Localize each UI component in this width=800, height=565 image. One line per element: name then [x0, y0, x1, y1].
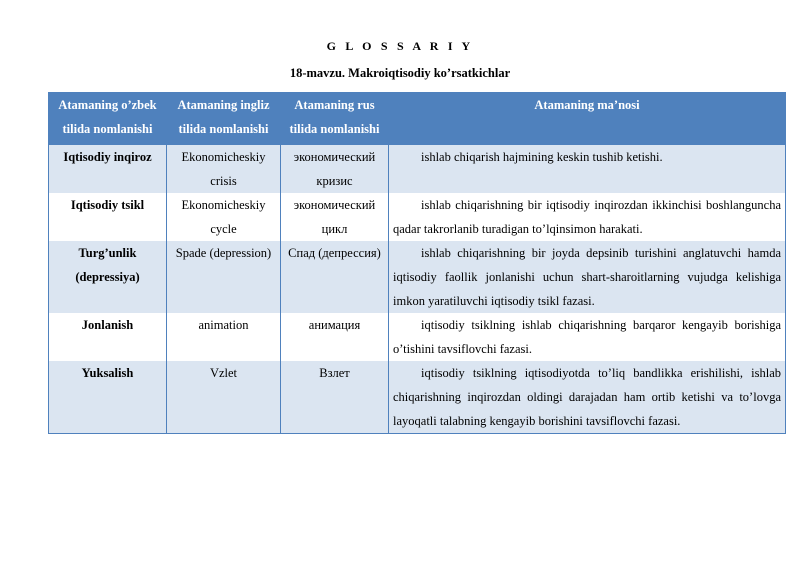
term-russian: экономический цикл: [281, 193, 389, 241]
table-row: [49, 241, 786, 313]
term-meaning: ishlab chiqarishning bir joyda depsinib turishini anglatuvchi hamda iqtisodiy faollik jonlanishi uchun shart-sharoitlarning vujudga kelishiga imkon yaratiluvchi iqtisodiy tsikl fazasi.: [389, 241, 786, 313]
term-russian: экономический кризис: [281, 145, 389, 194]
term-meaning: iqtisodiy tsiklning iqtisodiyotda to’liq bandlikka erishilishi, ishlab chiqarishning inqirozdan oldingi darajadan ham ortib ketishi va to’lovga layoqatli talabning kengayib borishini tavsiflovchi fazasi.: [389, 361, 786, 434]
table-row: [49, 145, 786, 194]
term-russian: Взлет: [281, 361, 389, 434]
header-english: Atamaning ingliz tilida nomlanishi: [167, 93, 281, 145]
term-russian: анимация: [281, 313, 389, 361]
term-english: Ekonomicheskiy cycle: [167, 193, 281, 241]
table-row: [49, 361, 786, 434]
table-row: [49, 313, 786, 361]
table-row: [49, 193, 786, 241]
document-subtitle: 18-mavzu. Makroiqtisodiy ko’rsatkichlar: [289, 66, 511, 80]
term-uzbek: Yuksalish: [49, 361, 167, 434]
term-meaning: ishlab chiqarish hajmining keskin tushib ketishi.: [389, 145, 786, 194]
term-meaning: ishlab chiqarishning bir iqtisodiy inqirozdan ikkinchisi boshlanguncha qadar takrorlanib turadigan to’lqinsimon harakati.: [389, 193, 786, 241]
header-meaning: Atamaning ma’nosi: [389, 93, 786, 145]
term-english: Spade (depression): [167, 241, 281, 313]
term-uzbek: Iqtisodiy tsikl: [49, 193, 167, 241]
term-uzbek: Iqtisodiy inqiroz: [49, 145, 167, 194]
term-meaning: iqtisodiy tsiklning ishlab chiqarishning barqaror kengayib borishiga o’tishini tavsiflovchi fazasi.: [389, 313, 786, 361]
term-uzbek: Jonlanish: [49, 313, 167, 361]
document-title: G L O S S A R I Y: [326, 39, 474, 53]
term-russian: Спад (депрессия): [281, 241, 389, 313]
term-uzbek: Turg’unlik (depressiya): [49, 241, 167, 313]
term-english: animation: [167, 313, 281, 361]
glossary-table: [48, 92, 786, 434]
header-uzbek: Atamaning o’zbek tilida nomlanishi: [49, 93, 167, 145]
term-english: Ekonomicheskiy crisis: [167, 145, 281, 194]
header-russian: Atamaning rus tilida nomlanishi: [281, 93, 389, 145]
table-header-row: [49, 93, 786, 145]
term-english: Vzlet: [167, 361, 281, 434]
